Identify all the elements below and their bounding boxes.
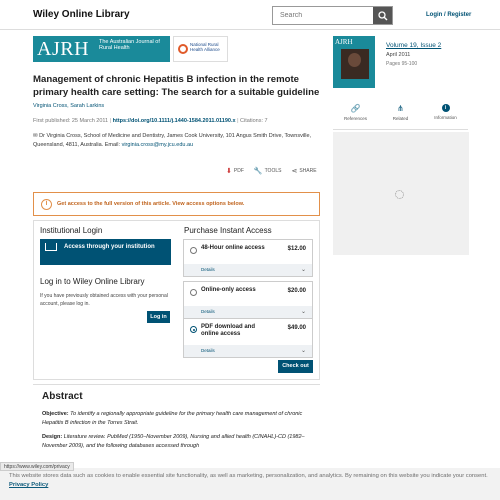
access-through-institution-label: Access through your institution — [64, 244, 155, 250]
loading-spinner-icon — [395, 190, 404, 199]
journal-banner[interactable] — [33, 36, 170, 62]
tab-divider — [333, 129, 468, 130]
pdf-icon: ⬇ — [226, 168, 232, 175]
tools-button[interactable] — [254, 167, 282, 175]
chevron-down-icon: ⌄ — [300, 309, 306, 315]
access-options-link[interactable]: View access options below. — [172, 201, 245, 207]
access-notice-text: Get access to the full version of this article. View access options below. — [57, 201, 245, 207]
wiley-logo[interactable]: Wiley Online Library — [33, 9, 130, 20]
purchase-option-48h[interactable] — [183, 239, 313, 277]
wrench-icon: 🔧 — [253, 168, 263, 175]
partner-logo[interactable] — [173, 36, 228, 62]
tab-information[interactable] — [423, 104, 468, 120]
alliance-logo-icon — [178, 44, 188, 54]
section-divider — [33, 384, 320, 385]
author-affiliation — [33, 132, 318, 149]
article-meta: First published: 25 March 2011 | https://doi.org/10.1111/j.1440-1584.2011.01190.x | Citations: 7 — [33, 118, 268, 124]
share-button[interactable] — [291, 167, 316, 175]
journal-name: The Australian Journal of Rural Health — [99, 39, 160, 51]
option-details-toggle[interactable]: Details ⌄ — [184, 264, 312, 276]
advertisement-placeholder — [333, 132, 469, 255]
search-icon — [378, 11, 388, 21]
sidebar-tabs — [333, 104, 468, 126]
purchase-option-online[interactable] — [183, 281, 313, 319]
envelope-icon: ✉ — [33, 133, 38, 139]
article-tools — [226, 167, 317, 175]
issue-date: April 2011 — [386, 52, 411, 58]
option-details-toggle[interactable]: Details ⌄ — [184, 306, 312, 318]
network-icon: ⋔ — [397, 104, 404, 113]
pdf-label: PDF — [233, 168, 244, 174]
option-price: $12.00 — [287, 246, 306, 252]
abstract-objective: Objective: To identify a regionally appropriate guideline for the primary health care management of chronic Hepatitis B infection in the Torres Strait. — [42, 411, 303, 426]
check-out-button[interactable]: Check out — [278, 360, 313, 373]
info-icon: i — [442, 104, 450, 112]
log-in-button[interactable]: Log in — [147, 311, 170, 323]
institution-icon — [45, 243, 57, 251]
cookie-banner — [0, 468, 500, 500]
privacy-policy-link[interactable]: Privacy Policy — [9, 482, 49, 488]
cover-abbrev: AJRH — [335, 38, 353, 46]
chevron-down-icon: ⌄ — [300, 348, 306, 354]
info-icon: i — [41, 199, 52, 210]
abstract-body — [42, 410, 307, 456]
search-button[interactable] — [373, 7, 392, 24]
purchase-option-pdf[interactable] — [183, 318, 313, 358]
institutional-login-heading: Institutional Login — [40, 226, 103, 235]
option-label: PDF download and online access — [201, 324, 255, 337]
journal-abbrev: AJRH — [37, 38, 90, 60]
wiley-login-text: If you have previously obtained access with your personal account, please log in. — [40, 293, 168, 307]
affiliation-text: Dr Virginia Cross, School of Medicine and Dentistry, James Cook University, 101 Angus Smith Drive, Townsville, Queensland, 4811, Australia. Email: — [33, 133, 312, 148]
citations-count[interactable]: Citations: 7 — [240, 118, 268, 124]
share-label: SHARE — [299, 168, 317, 174]
status-url-tooltip: https://www.wiley.com/privacy — [0, 462, 74, 471]
option-radio-selected[interactable] — [190, 326, 197, 333]
login-register-link[interactable]: Login / Register — [426, 12, 472, 18]
wiley-login-heading: Log in to Wiley Online Library — [40, 277, 145, 286]
access-options-panel — [33, 220, 320, 380]
chevron-down-icon: ⌄ — [300, 267, 306, 273]
partner-name: National Rural Health Alliance — [190, 42, 220, 52]
tab-related[interactable] — [378, 104, 423, 121]
cover-photo — [341, 49, 369, 79]
tab-related-label: Related — [392, 116, 409, 121]
pdf-button[interactable] — [226, 167, 244, 175]
abstract-design: Design: Literature review. PubMed (1950–November 2009), Nursing and allied health (CINAHL)-CD (1982–November 2009), and the following databases accessed through — [42, 434, 305, 449]
link-icon: 🔗 — [350, 104, 361, 113]
search-box — [272, 6, 393, 25]
option-label: Online-only access — [201, 287, 256, 293]
option-label: 48-Hour online access — [201, 245, 265, 251]
article-title: Management of chronic Hepatitis B infection in the remote primary health care setting: The search for a suitable guideline — [33, 74, 320, 98]
access-through-institution-button[interactable] — [40, 239, 171, 265]
article-authors[interactable]: Virginia Cross, Sarah Larkins — [33, 103, 105, 109]
option-radio[interactable] — [190, 247, 197, 254]
cookie-text: This website stores data such as cookies to enable essential site functionality, as well as marketing, personalization, and analytics. By remaining on this website you indicate your consent. Privacy Policy — [9, 473, 488, 488]
first-published-label: First published: — [33, 118, 71, 124]
site-header — [0, 0, 500, 30]
journal-cover-image[interactable] — [333, 36, 375, 88]
abstract-heading: Abstract — [42, 391, 83, 402]
option-price: $49.00 — [287, 325, 306, 331]
search-input[interactable] — [273, 7, 374, 24]
share-icon: ⋖ — [291, 168, 298, 175]
option-price: $20.00 — [287, 288, 306, 294]
tab-references[interactable] — [333, 104, 378, 121]
issue-volume-link[interactable]: Volume 19, Issue 2 — [386, 42, 442, 49]
access-notice — [33, 192, 320, 216]
author-email-link[interactable]: virginia.cross@my.jcu.edu.au — [121, 141, 194, 148]
purchase-heading: Purchase Instant Access — [184, 226, 272, 235]
first-published-date: 25 March 2011 — [71, 118, 109, 124]
option-radio[interactable] — [190, 289, 197, 296]
tools-label: TOOLS — [264, 168, 282, 174]
option-details-toggle[interactable]: Details ⌄ — [184, 345, 312, 357]
tab-references-label: References — [343, 116, 367, 121]
tab-information-label: Information — [434, 115, 457, 120]
doi-link[interactable]: https://doi.org/10.1111/j.1440-1584.2011.01190.x — [112, 118, 236, 124]
issue-pages: Pages 95-100 — [386, 61, 418, 67]
